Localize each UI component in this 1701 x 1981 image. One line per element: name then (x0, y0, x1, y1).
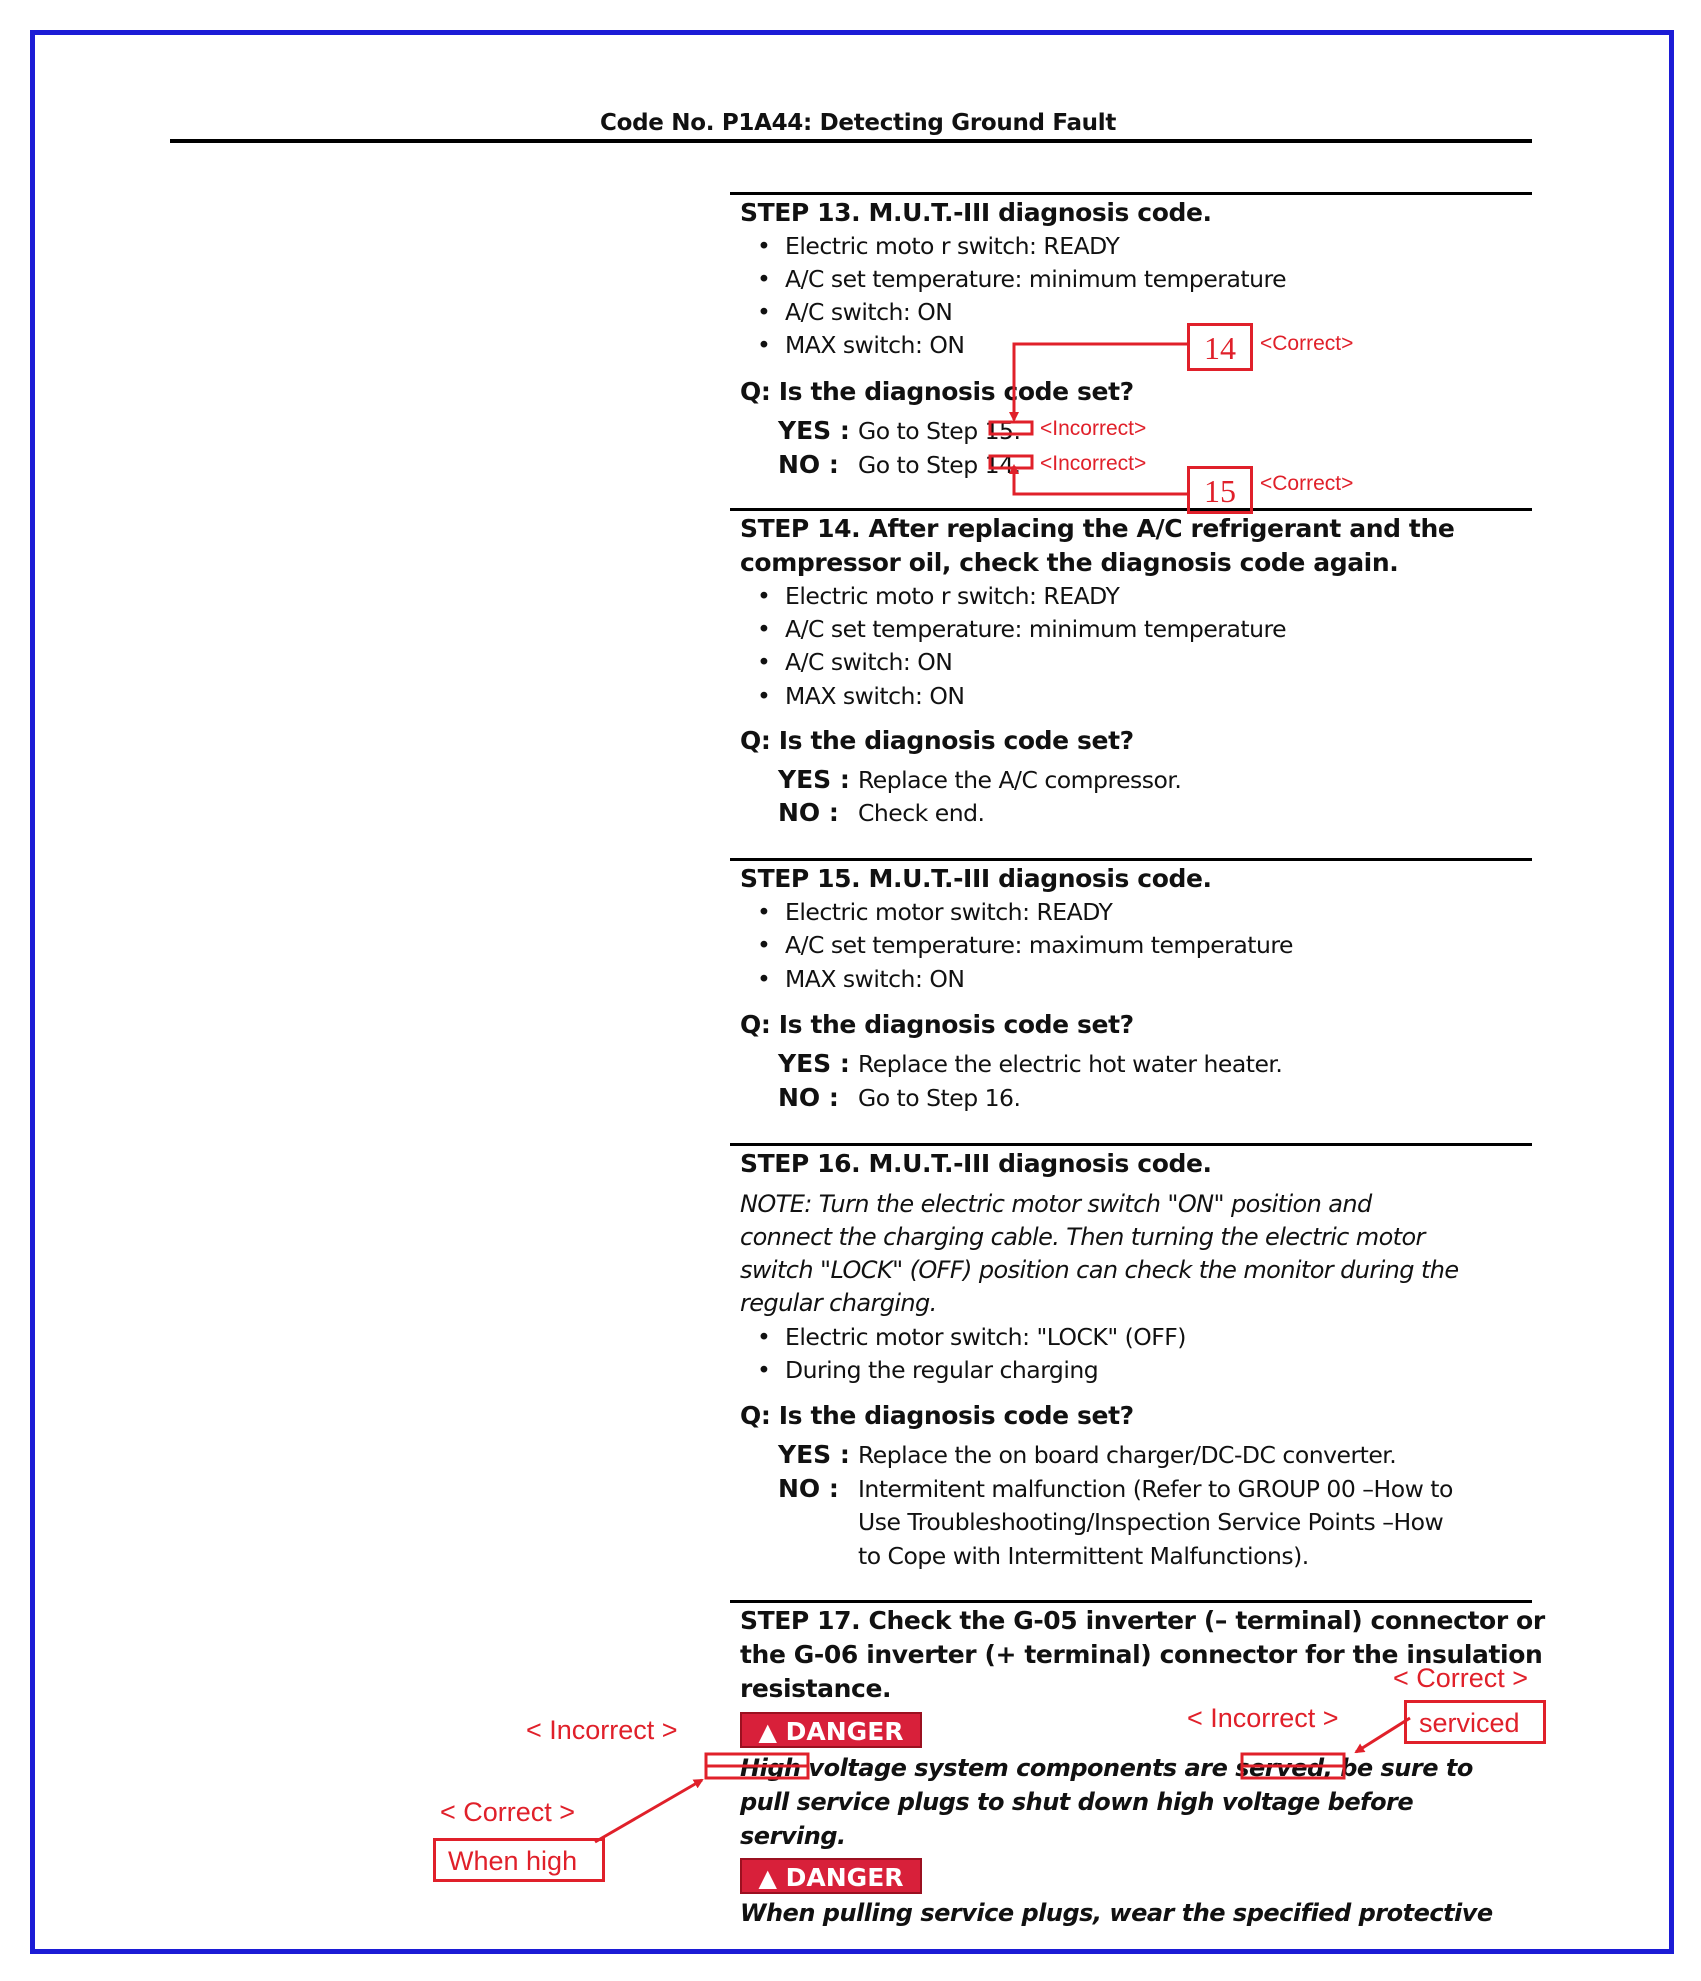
step-17-title: STEP 17. Check the G-05 inverter (– terminal) connector or (740, 1606, 1545, 1635)
correct-step-box-15 (1187, 466, 1253, 514)
step-13-bullet: • A/C set temperature: minimum temperature (785, 265, 1286, 293)
step-13-no-answer: Go to Step 14. (858, 451, 1021, 479)
step-16-note: NOTE: Turn the electric motor switch "ON" position and (740, 1190, 1372, 1218)
incorrect-label-no: <Incorrect> (1040, 452, 1147, 475)
warning-word-served: served (1235, 1754, 1324, 1782)
correction-box-when-high (433, 1838, 605, 1882)
correct-label-high: < Correct > (440, 1797, 576, 1827)
step-13-bullet: • A/C switch: ON (785, 298, 952, 326)
correct-step-number-15: 15 (1204, 473, 1236, 509)
step-15-no-label: NO : (778, 1083, 839, 1112)
danger-warning-line: High voltage system components are served, be sure to (740, 1754, 1473, 1782)
step-14-yes-label: YES : (778, 765, 850, 794)
correct-label-14: <Correct> (1260, 332, 1354, 355)
step-13-yes-answer: Go to Step 15. (858, 417, 1021, 445)
step-14-title: compressor oil, check the diagnosis code again. (740, 548, 1399, 577)
correct-step-box-14 (1187, 323, 1253, 371)
step-14-no-answer: Check end. (858, 799, 985, 827)
step-16-question: Q: Is the diagnosis code set? (740, 1401, 1134, 1430)
step-17-title: the G-06 inverter (+ terminal) connector for the insulation (740, 1640, 1543, 1669)
step-16-note: connect the charging cable. Then turning the electric motor (740, 1223, 1425, 1251)
incorrect-label-yes: <Incorrect> (1040, 417, 1147, 440)
step-16-title: STEP 16. M.U.T.-III diagnosis code. (740, 1149, 1212, 1178)
arrow-when-high (595, 1780, 702, 1842)
strike-box-step-14 (990, 456, 1032, 468)
step-16-note: regular charging. (740, 1289, 937, 1317)
step-16-no-label: NO : (778, 1474, 839, 1503)
correction-text-serviced: serviced (1419, 1708, 1520, 1738)
step-16-no-answer: Intermitent malfunction (Refer to GROUP 00 –How to (858, 1475, 1453, 1503)
correct-label-served: < Correct > (1393, 1663, 1529, 1693)
step-14-bullet: • A/C switch: ON (785, 648, 952, 676)
danger-warning-line: When pulling service plugs, wear the specified protective (740, 1899, 1493, 1927)
step-14-title: STEP 14. After replacing the A/C refrigerant and the (740, 514, 1455, 543)
step-16-note: switch "LOCK" (OFF) position can check the monitor during the (740, 1256, 1459, 1284)
step-14-question: Q: Is the diagnosis code set? (740, 726, 1134, 755)
step-14-bullet: • A/C set temperature: minimum temperature (785, 615, 1286, 643)
step-14-no-label: NO : (778, 798, 839, 827)
incorrect-label-high: < Incorrect > (526, 1715, 678, 1745)
step-16-yes-answer: Replace the on board charger/DC-DC converter. (858, 1441, 1397, 1469)
step-17-title: resistance. (740, 1674, 892, 1703)
warning-triangle-icon: ▲ (758, 1864, 777, 1892)
arrow-to-yes-line (1014, 344, 1187, 420)
step-13-bullet: • MAX switch: ON (785, 331, 964, 359)
step-13-no-label: NO : (778, 450, 839, 479)
danger-warning-line: serving. (740, 1822, 846, 1850)
step-14-bullet: • MAX switch: ON (785, 682, 964, 710)
step-16-bullet: • Electric motor switch: "LOCK" (OFF) (785, 1323, 1186, 1351)
danger-label: DANGER (785, 1717, 904, 1746)
correction-box-serviced (1404, 1700, 1546, 1744)
step-15-yes-answer: Replace the electric hot water heater. (858, 1050, 1283, 1078)
step-16-bullet: • During the regular charging (785, 1356, 1098, 1384)
correct-label-15: <Correct> (1260, 472, 1354, 495)
arrow-serviced (1356, 1718, 1410, 1752)
step-14-bullet: • Electric moto r switch: READY (785, 582, 1119, 610)
step-15-bullet: • Electric motor switch: READY (785, 898, 1112, 926)
page-title: Code No. P1A44: Detecting Ground Fault (600, 110, 1117, 136)
step-15-no-answer: Go to Step 16. (858, 1084, 1021, 1112)
step-15-title: STEP 15. M.U.T.-III diagnosis code. (740, 864, 1212, 893)
step-15-yes-label: YES : (778, 1049, 850, 1078)
danger-warning-line: pull service plugs to shut down high voltage before (740, 1788, 1414, 1816)
danger-label: DANGER (785, 1863, 904, 1892)
step-15-bullet: • MAX switch: ON (785, 965, 964, 993)
step-16-no-answer: to Cope with Intermittent Malfunctions). (858, 1542, 1309, 1570)
step-14-yes-answer: Replace the A/C compressor. (858, 766, 1182, 794)
step-13-question: Q: Is the diagnosis code set? (740, 377, 1134, 406)
step-15-question: Q: Is the diagnosis code set? (740, 1010, 1134, 1039)
incorrect-label-served: < Incorrect > (1187, 1703, 1339, 1733)
warning-triangle-icon: ▲ (758, 1718, 777, 1746)
step-13-bullet: • Electric moto r switch: READY (785, 232, 1119, 260)
correct-step-number-14: 14 (1204, 330, 1236, 366)
step-15-bullet: • A/C set temperature: maximum temperature (785, 931, 1293, 959)
step-16-no-answer: Use Troubleshooting/Inspection Service Points –How (858, 1508, 1444, 1536)
correction-text-when-high: When high (448, 1846, 578, 1876)
step-13-yes-label: YES : (778, 416, 850, 445)
step-16-yes-label: YES : (778, 1440, 850, 1469)
strike-box-step-15 (990, 422, 1032, 434)
warning-word-high: High (740, 1754, 801, 1782)
step-13-title: STEP 13. M.U.T.-III diagnosis code. (740, 198, 1212, 227)
